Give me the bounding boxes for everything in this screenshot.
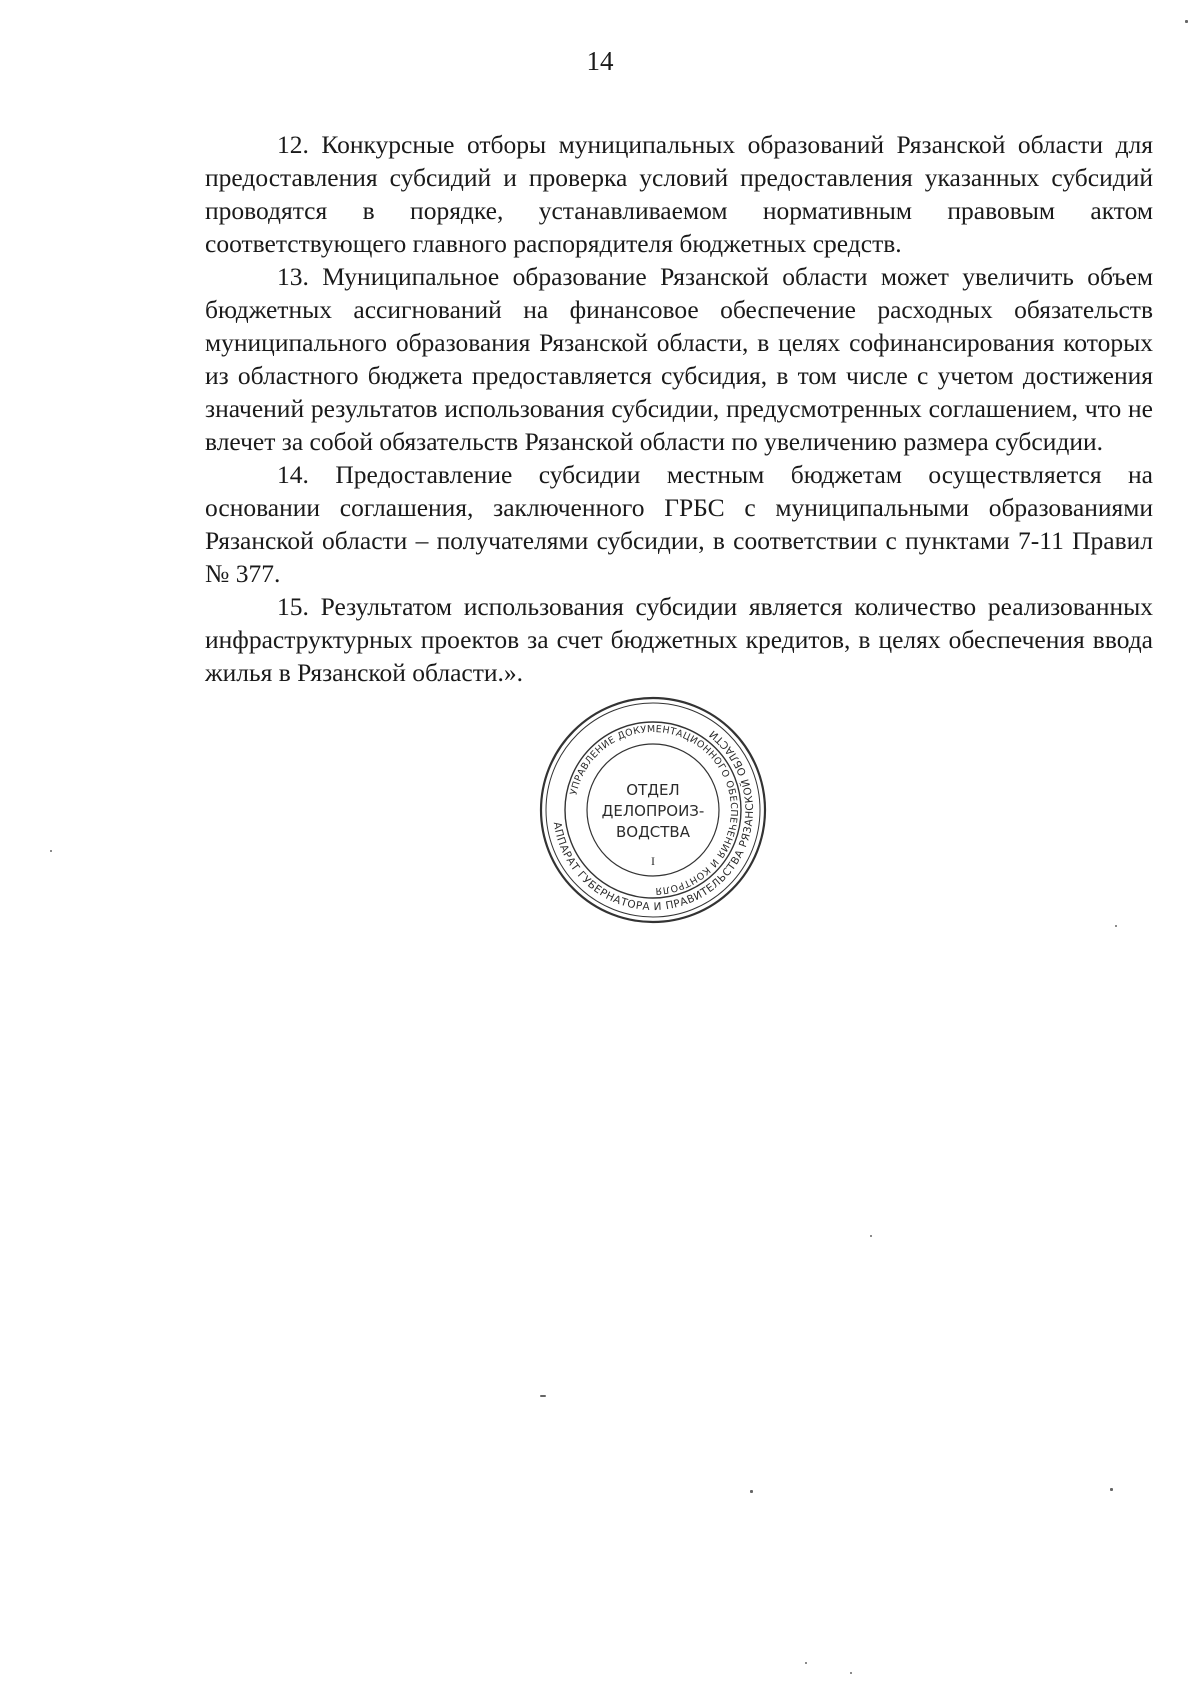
stamp-center-line-3: ВОДСТВА bbox=[615, 823, 691, 841]
svg-text:АППАРАТ ГУБЕРНАТОРА И ПРАВИТЕЛ bbox=[551, 727, 756, 913]
scan-speck bbox=[870, 1235, 872, 1237]
scan-speck bbox=[1110, 1488, 1113, 1491]
stamp-center-line-1: ОТДЕЛ bbox=[626, 781, 680, 799]
paragraph-14: 14. Предоставление субсидии местным бюджетам осуществляется на основании соглашения, заключенного ГРБС с муниципальными образованиями Рязанской области – получателями субсидии, в соответствии с пунктами 7-11 Правил № 377. bbox=[205, 460, 1153, 588]
paragraph-13: 13. Муниципальное образование Рязанской области может увеличить объем бюджетных ассигнований на финансовое обеспечение расходных обязательств муниципального образования Рязанской области, в целях софинансирования которых из областного бюджета предоставляется субсидия, в том числе с учетом достижения значений результатов использования субсидии, предусмотренных соглашением, что не влечет за собой обязательств Рязанской области по увеличению размера субсидии. bbox=[205, 262, 1153, 456]
scan-speck bbox=[805, 1662, 807, 1664]
scan-speck bbox=[1185, 20, 1188, 23]
scan-speck bbox=[540, 1395, 546, 1397]
stamp-inner-ring-text: УПРАВЛЕНИЕ ДОКУМЕНТАЦИОННОГО ОБЕСПЕЧЕНИЯ И КОНТРОЛЯ bbox=[568, 723, 740, 897]
stamp-outer-ring-text: АППАРАТ ГУБЕРНАТОРА И ПРАВИТЕЛЬСТВА РЯЗАНСКОЙ ОБЛАСТИ bbox=[550, 727, 757, 914]
paragraph-12: 12. Конкурсные отборы муниципальных образований Рязанской области для предоставления субсидий и проверка условий предоставления указанных субсидий проводятся в порядке, устанавливаемом нормативным правовым актом соответствующего главного распорядителя бюджетных средств. bbox=[205, 130, 1153, 258]
stamp-center-line-2: ДЕЛОПРОИЗ- bbox=[601, 802, 705, 820]
official-stamp bbox=[538, 695, 768, 925]
scan-speck bbox=[50, 850, 52, 852]
paragraph-15: 15. Результатом использования субсидии является количество реализованных инфраструктурных проектов за счет бюджетных кредитов, в целях обеспечения ввода жилья в Рязанской области.». bbox=[205, 592, 1153, 687]
scan-speck bbox=[750, 1490, 753, 1493]
scan-speck bbox=[1115, 925, 1117, 927]
stamp-number: I bbox=[651, 854, 655, 868]
scan-speck bbox=[850, 1672, 852, 1674]
page-number: 14 bbox=[586, 46, 614, 76]
document-body bbox=[205, 128, 1153, 689]
